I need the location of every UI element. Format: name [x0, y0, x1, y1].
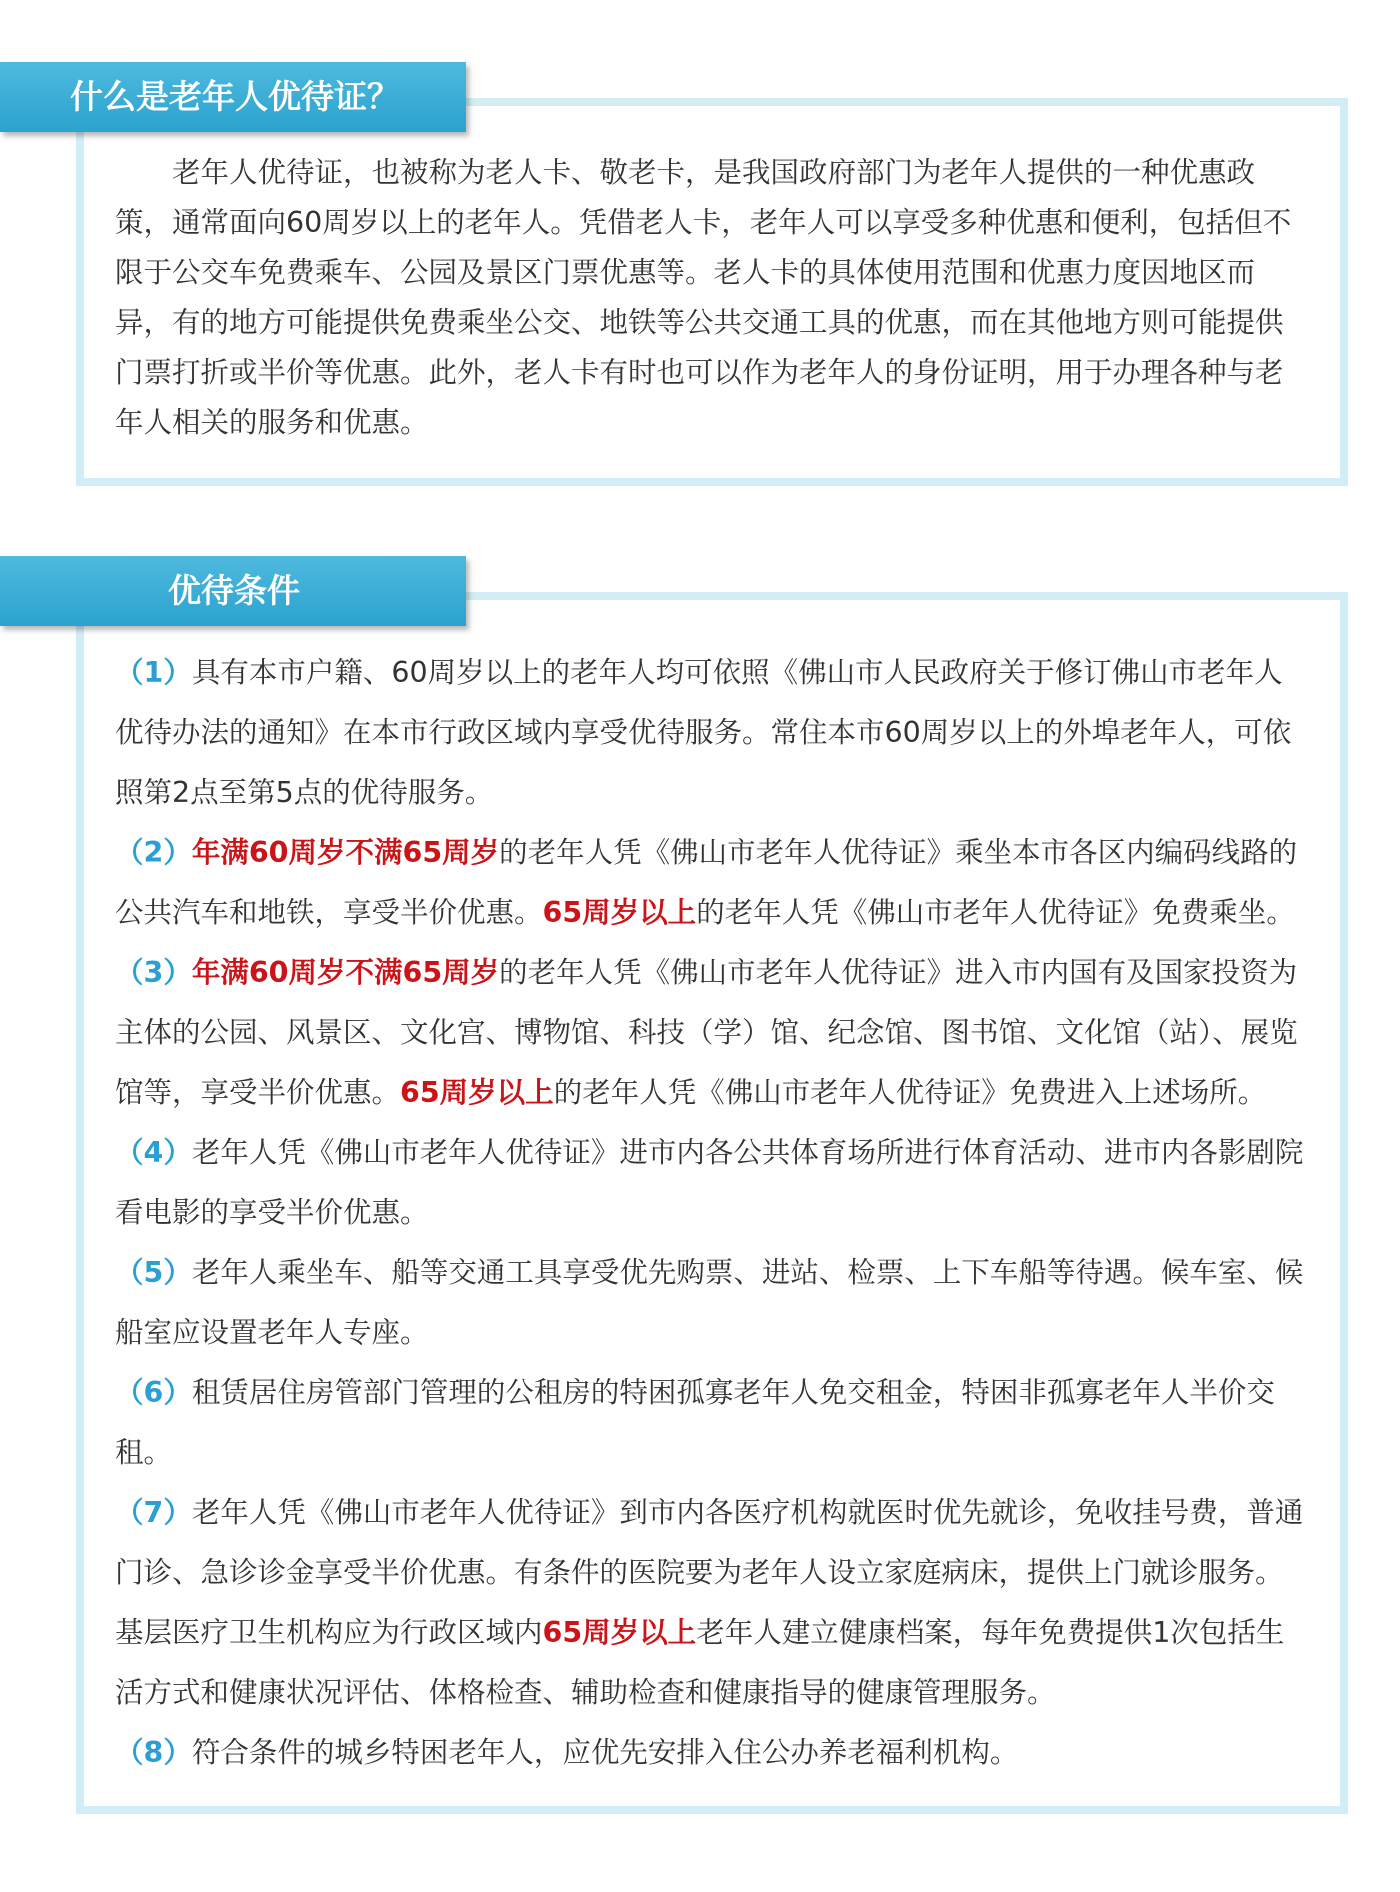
conditions-list: [115, 643, 1311, 1783]
condition-highlight: 年满60周岁不满65周岁: [191, 836, 500, 869]
condition-number: （7）: [115, 1496, 192, 1529]
condition-item-6: [115, 1363, 1311, 1483]
condition-item-5: [115, 1243, 1311, 1363]
condition-number: （3）: [115, 956, 192, 989]
condition-item-2: [115, 823, 1311, 943]
condition-text: 的老年人凭《佛山市老年人优待证》免费进入上述场所。: [553, 1076, 1267, 1109]
condition-item-8: [115, 1723, 1311, 1783]
condition-number: （5）: [115, 1256, 192, 1289]
condition-number: （4）: [115, 1136, 192, 1169]
condition-text: 具有本市户籍、60周岁以上的老年人均可依照《佛山市人民政府关于修订佛山市老年人优待办法的通知》在本市行政区域内享受优待服务。常住本市60周岁以上的外埠老年人，可依照第2点至第5点的优待服务。: [115, 656, 1292, 809]
condition-text: 老年人凭《佛山市老年人优待证》到市内各医疗机构就医时优先就诊，免收挂号费，普通门诊、急诊诊金享受半价优惠。有条件的医院要为老年人设立家庭病床，提供上门就诊服务。基层医疗卫生机构应为行政区域内: [115, 1496, 1304, 1649]
conditions-title: 优待条件: [168, 571, 300, 610]
condition-text: 老年人乘坐车、船等交通工具享受优先购票、进站、检票、上下车船等待遇。候车室、候船室应设置老年人专座。: [115, 1256, 1304, 1349]
conditions-title-tab: [0, 556, 466, 626]
condition-highlight: 65周岁以上: [400, 1076, 554, 1109]
condition-item-3: [115, 943, 1311, 1123]
condition-highlight: 65周岁以上: [542, 896, 697, 929]
condition-text: 租赁居住房管部门管理的公租房的特困孤寡老年人免交租金，特困非孤寡老年人半价交租。: [115, 1376, 1275, 1469]
condition-highlight: 65周岁以上: [542, 1616, 697, 1649]
condition-text: 老年人凭《佛山市老年人优待证》进市内各公共体育场所进行体育活动、进市内各影剧院看电影的享受半价优惠。: [115, 1136, 1304, 1229]
condition-text: 的老年人凭《佛山市老年人优待证》进入市内国有及国家投资为主体的公园、风景区、文化宫、博物馆、科技（学）馆、纪念馆、图书馆、文化馆（站）、展览馆等，享受半价优惠。: [115, 956, 1298, 1109]
condition-item-7: [115, 1483, 1311, 1723]
condition-text: 的老年人凭《佛山市老年人优待证》乘坐本市各区内编码线路的公共汽车和地铁，享受半价优惠。: [115, 836, 1298, 929]
intro-title: 什么是老年人优待证？: [70, 77, 400, 116]
condition-text: 老年人建立健康档案，每年免费提供1次包括生活方式和健康状况评估、体格检查、辅助检查和健康指导的健康管理服务。: [115, 1616, 1285, 1709]
condition-number: （2）: [115, 836, 192, 869]
intro-paragraph: 老年人优待证，也被称为老人卡、敬老卡，是我国政府部门为老年人提供的一种优惠政策，通常面向60周岁以上的老年人。凭借老人卡，老年人可以享受多种优惠和便利，包括但不限于公交车免费乘车、公园及景区门票优惠等。老人卡的具体使用范围和优惠力度因地区而异，有的地方可能提供免费乘坐公交、地铁等公共交通工具的优惠，而在其他地方则可能提供门票打折或半价等优惠。此外，老人卡有时也可以作为老年人的身份证明，用于办理各种与老年人相关的服务和优惠。: [115, 156, 1292, 439]
condition-number: （8）: [115, 1736, 192, 1769]
condition-number: （6）: [115, 1376, 192, 1409]
condition-text: 的老年人凭《佛山市老年人优待证》免费乘坐。: [696, 896, 1295, 929]
condition-highlight: 年满60周岁不满65周岁: [191, 956, 500, 989]
condition-item-4: [115, 1123, 1311, 1243]
condition-number: （1）: [115, 656, 192, 689]
condition-text: 符合条件的城乡特困老年人，应优先安排入住公办养老福利机构。: [191, 1736, 1019, 1769]
condition-item-1: [115, 643, 1311, 823]
